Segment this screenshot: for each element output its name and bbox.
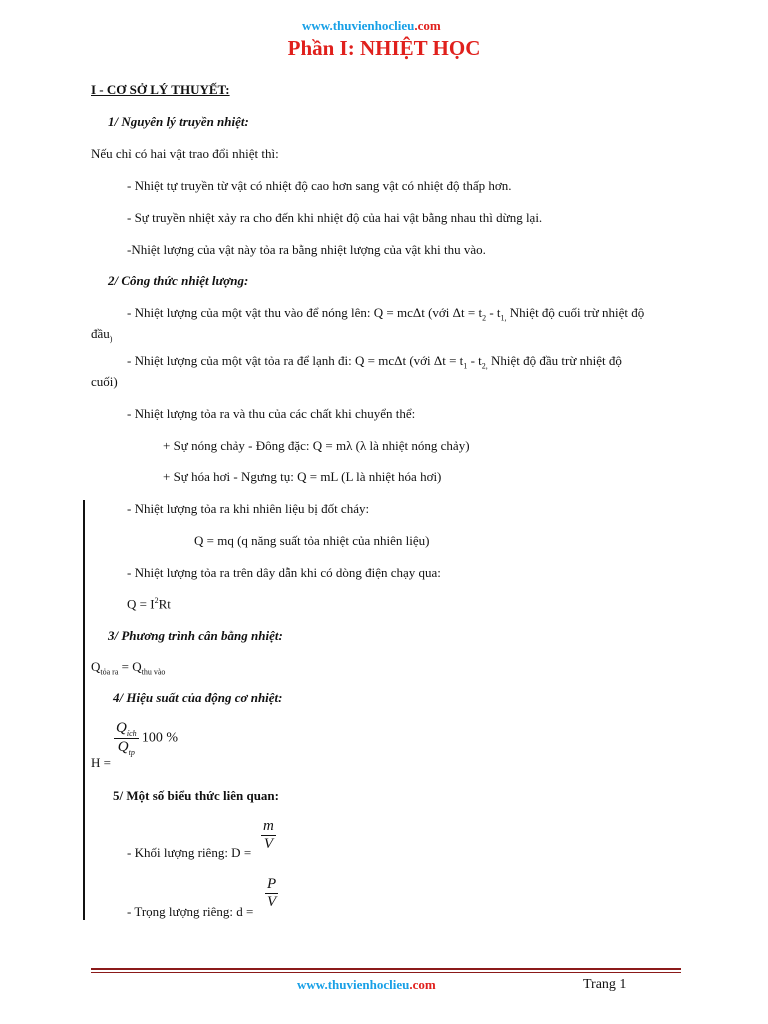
formula-heat-absorbed-post: Nhiệt độ cuối trừ nhiệt độ <box>506 305 645 320</box>
formula-heat-absorbed-sub1: 2 <box>482 313 487 323</box>
efficiency-lhs: H = <box>91 755 111 770</box>
weight-numerator: P <box>267 876 277 892</box>
balance-sub2: thu vào <box>141 667 166 677</box>
footer-rule-thin <box>91 972 681 973</box>
formula-heat-absorbed-pre: - Nhiệt lượng của một vật thu vào để nóng lên: Q = mcΔt (với Δt = t <box>127 305 483 320</box>
footer-site-com: .com <box>409 977 436 992</box>
formula-heat-absorbed <box>127 305 644 323</box>
formula-heat-released-mid: - t <box>467 353 482 368</box>
margin-bar <box>83 500 85 920</box>
efficiency-fraction <box>114 720 178 757</box>
fuel-text: - Nhiệt lượng tỏa ra khi nhiên liệu bị đốt cháy: <box>127 501 370 516</box>
header-site-www: www.thuvienhoclieu <box>302 18 415 33</box>
joule-formula-post: Rt <box>158 596 171 612</box>
efficiency-denominator <box>114 739 139 757</box>
subheading-5: 5/ Một số biểu thức liên quan: <box>113 788 279 803</box>
formula-heat-released-sub2: 2, <box>481 361 488 371</box>
efficiency-den-q: Q <box>117 739 129 755</box>
efficiency-den-sub: tp <box>128 748 135 757</box>
formula-heat-absorbed-sub2: 1, <box>500 313 507 323</box>
density-denominator: V <box>263 836 273 852</box>
formula-heat-absorbed-cont-text: đầu <box>91 326 110 341</box>
joule-text: - Nhiệt lượng tỏa ra trên dây dẫn khi có dòng điện chạy qua: <box>127 565 441 580</box>
subheading-3: 3/ Phương trình cân bằng nhiệt: <box>108 628 283 643</box>
page-title: Phần I: NHIỆT HỌC <box>287 36 481 60</box>
header-site-com: .com <box>414 18 441 33</box>
efficiency-percent: 100 % <box>141 730 179 746</box>
formula-heat-released-post: Nhiệt độ đầu trừ nhiệt độ <box>487 353 622 368</box>
weight-denominator: V <box>267 894 277 910</box>
header-site[interactable] <box>302 18 441 34</box>
density-numerator: m <box>263 818 274 834</box>
weight-fraction <box>265 876 278 911</box>
density-fraction <box>261 818 276 853</box>
efficiency-num-sub: ích <box>126 729 137 738</box>
efficiency-numerator <box>114 720 139 739</box>
formula-heat-released-sub1: 1 <box>463 361 468 371</box>
page-number: Trang 1 <box>583 977 627 992</box>
section-heading: I - CƠ SỞ LÝ THUYẾT: <box>91 82 230 97</box>
phase-change-text: - Nhiệt lượng tỏa ra và thu của các chất khi chuyển thể: <box>127 406 416 421</box>
balance-q1: Q <box>91 659 101 674</box>
fuel-formula: Q = mq (q năng suất tỏa nhiệt của nhiên liệu) <box>194 533 430 548</box>
joule-formula-pre: Q = I <box>127 596 155 612</box>
balance-equation <box>91 659 165 677</box>
subheading-1: 1/ Nguyên lý truyền nhiệt: <box>108 114 249 129</box>
formula-heat-released <box>127 353 622 371</box>
efficiency-num-q: Q <box>116 720 127 736</box>
formula-heat-released-cont: cuối) <box>91 374 118 389</box>
density-label: - Khối lượng riêng: D = <box>127 845 252 860</box>
bullet-2: - Sự truyền nhiệt xảy ra cho đến khi nhiệt độ của hai vật bằng nhau thì dừng lại. <box>127 210 543 225</box>
formula-heat-absorbed-cont-sub: ) <box>109 334 113 344</box>
formula-heat-absorbed-cont <box>91 326 112 344</box>
footer-site-www: www.thuvienhoclieu <box>297 977 410 992</box>
melting-formula: + Sự nóng chảy - Đông đặc: Q = mλ (λ là nhiệt nóng chảy) <box>163 438 470 453</box>
intro-text: Nếu chỉ có hai vật trao đổi nhiệt thì: <box>91 146 279 161</box>
joule-formula-sup: 2 <box>154 596 159 605</box>
weight-label: - Trọng lượng riêng: d = <box>127 904 254 919</box>
bullet-1: - Nhiệt tự truyền từ vật có nhiệt độ cao hơn sang vật có nhiệt độ thấp hơn. <box>127 178 512 193</box>
balance-eq: = Q <box>118 659 142 674</box>
formula-heat-absorbed-mid: - t <box>486 305 501 320</box>
bullet-3: -Nhiệt lượng của vật này tỏa ra bằng nhiệt lượng của vật khi thu vào. <box>127 242 486 257</box>
joule-formula <box>127 596 171 612</box>
subheading-2: 2/ Công thức nhiệt lượng: <box>108 273 249 288</box>
formula-heat-released-pre: - Nhiệt lượng của một vật tỏa ra để lạnh đi: Q = mcΔt (với Δt = t <box>127 353 464 368</box>
subheading-4: 4/ Hiệu suất của động cơ nhiệt: <box>113 690 283 705</box>
vaporization-formula: + Sự hóa hơi - Ngưng tụ: Q = mL (L là nhiệt hóa hơi) <box>163 469 442 484</box>
footer-rule <box>91 968 681 970</box>
footer-site[interactable] <box>297 977 436 993</box>
balance-sub1: tỏa ra <box>100 667 119 677</box>
